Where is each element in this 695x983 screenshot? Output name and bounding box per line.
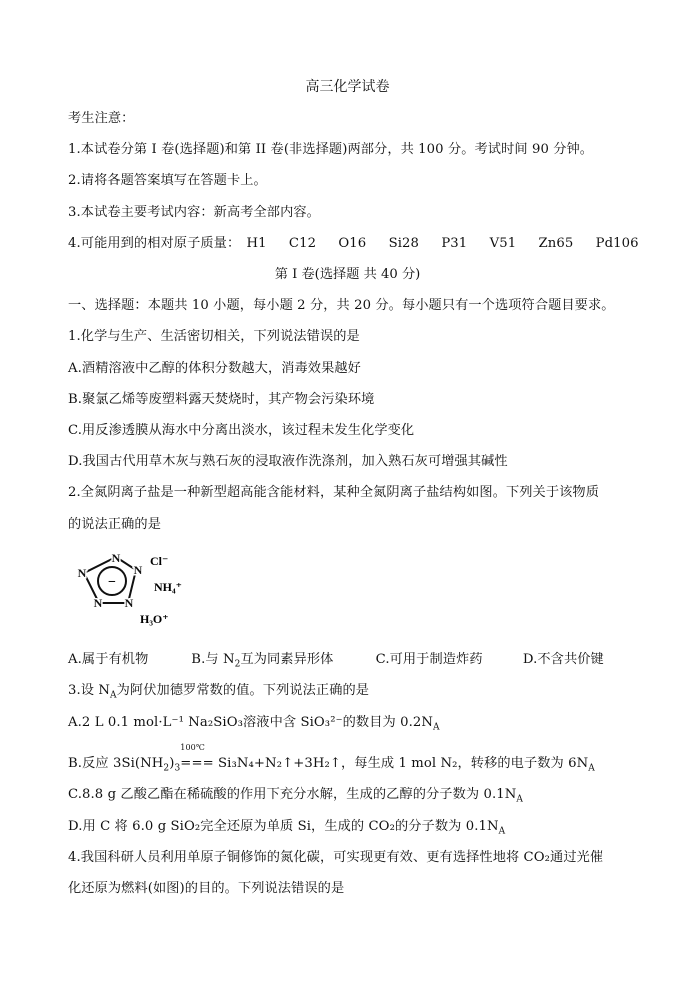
q1-option-d: D.我国古代用草木灰与熟石灰的浸取液作洗涤剂，加入熟石灰可增强其碱性 — [68, 454, 508, 469]
atomic-mass: H1 — [246, 236, 267, 251]
charge-minus: − — [108, 575, 116, 590]
q1-option-a: A.酒精溶液中乙醇的体积分数越大，消毒效果越好 — [68, 361, 361, 376]
q3-option-c: C.8.8 g 乙酸乙酯在稀硫酸的作用下充分水解，生成的乙醇的分子数为 $0.1N_A$ — [68, 787, 523, 805]
nitrogen-atom: N — [124, 596, 134, 610]
q4-stem-line1: 4.我国科研人员利用单原子铜修饰的氮化碳，可实现更有效、更有选择性地将 CO₂通过光催 — [68, 850, 604, 865]
atomic-mass: C12 — [288, 236, 317, 251]
atomic-mass: Pd106 — [595, 236, 639, 251]
q2-option-c: C.可用于制造炸药 — [375, 652, 483, 667]
nitrogen-atom: N — [133, 563, 143, 577]
atomic-mass: P31 — [441, 236, 468, 251]
q2-option-d: D.不含共价键 — [522, 652, 604, 667]
q2-stem-line1: 2.全氮阴离子盐是一种新型超高能含能材料，某种全氮阴离子盐结构如图。下列关于该物质 — [68, 485, 599, 500]
part-intro: 一、选择题：本题共 10 小题，每小题 2 分，共 20 分。每小题只有一个选项符合题目要求。 — [68, 298, 615, 313]
atomic-mass: O16 — [338, 236, 367, 251]
nitrogen-atom: N — [111, 551, 121, 565]
reaction-condition: 100℃ — [180, 743, 205, 752]
reaction-arrow: 100℃ === — [180, 743, 214, 771]
q2-stem-line2: 的说法正确的是 — [68, 517, 162, 532]
chloride-ion-label: Cl⁻ — [150, 554, 169, 568]
notice-item-2: 2.请将各题答案填写在答题卡上。 — [68, 173, 267, 188]
q3-option-b: B.反应 $3Si(NH_2)_3$ 100℃ === Si₃N₄+N₂↑+3H₂↑，每生成 1 mol N₂，转移的电子数为 $6N_A$ — [68, 743, 595, 774]
q2-option-b: B.与 $N_2$互为同素异形体 — [191, 652, 334, 670]
atomic-mass: V51 — [489, 236, 517, 251]
pentazolate-salt-structure — [66, 543, 196, 633]
q1-stem: 1.化学与生产、生活密切相关，下列说法错误的是 — [68, 329, 360, 344]
q2-option-a: A.属于有机物 — [68, 652, 149, 667]
q1-option-c: C.用反渗透膜从海水中分离出淡水，该过程未发生化学变化 — [68, 423, 415, 438]
hydronium-ion-label: H₃O⁺ — [140, 612, 169, 626]
q1-option-b: B.聚氯乙烯等废塑料露天焚烧时，其产物会污染环境 — [68, 392, 375, 407]
atomic-mass: Si28 — [388, 236, 420, 251]
q4-stem-line2: 化还原为燃料(如图)的目的。下列说法错误的是 — [68, 881, 345, 896]
page-title: 高三化学试卷 — [305, 79, 390, 95]
notice-item-3: 3.本试卷主要考试内容：新高考全部内容。 — [68, 205, 320, 220]
ammonium-ion-label: NH₄⁺ — [154, 580, 182, 594]
q2-options — [68, 648, 604, 670]
nitrogen-atom: N — [77, 566, 87, 580]
q3-option-a: A.2 L 0.1 mol·L⁻¹ Na₂SiO₃溶液中含 SiO₃²⁻的数目为 $0.2N_A$ — [68, 715, 440, 733]
q3-option-d: D.用 C 将 6.0 g SiO₂完全还原为单质 Si，生成的 CO₂的分子数为 $0.1N_A$ — [68, 819, 506, 837]
notice-item-4 — [68, 232, 639, 251]
q3-stem: 3.设 $N_A$为阿伏加德罗常数的值。下列说法正确的是 — [68, 683, 370, 701]
section-title: 第 I 卷(选择题 共 40 分) — [274, 267, 421, 282]
atomic-mass-label: 4.可能用到的相对原子质量： — [68, 236, 241, 251]
notice-item-1: 1.本试卷分第 I 卷(选择题)和第 II 卷(非选择题)两部分，共 100 分。考试时间 90 分钟。 — [68, 142, 594, 157]
notice-heading: 考生注意： — [68, 111, 135, 126]
nitrogen-atom: N — [93, 596, 103, 610]
atomic-mass: Zn65 — [538, 236, 574, 251]
